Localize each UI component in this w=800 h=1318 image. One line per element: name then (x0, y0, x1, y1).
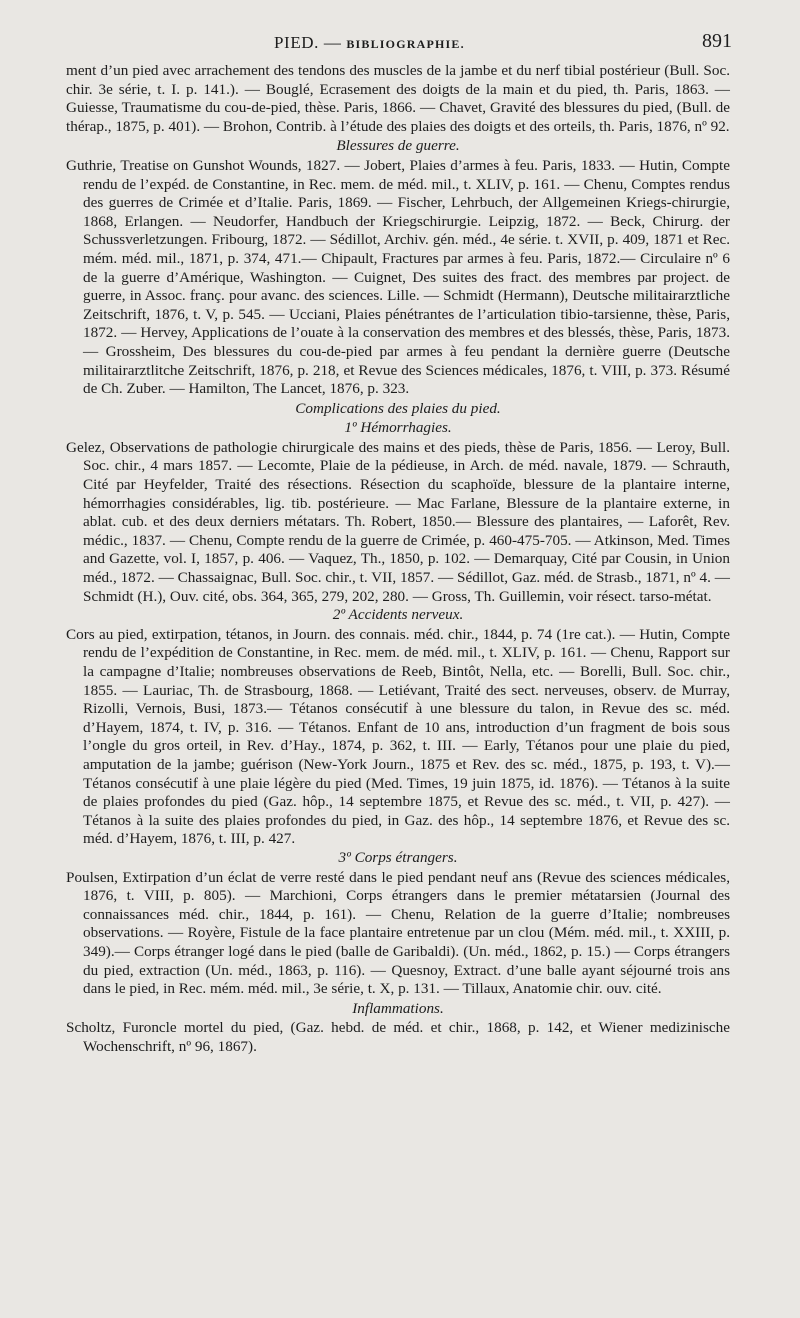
bibliography-entry-inflammations: Scholtz, Furoncle mortel du pied, (Gaz. hebd. de méd. et chir., 1868, p. 142, et Wiener medizinische Wochenschrift, nº 96, 1867). (66, 1019, 730, 1055)
running-head (66, 30, 732, 62)
bibliography-entry-accidents-nerveux: Cors au pied, extirpation, tétanos, in Journ. des connais. méd. chir., 1844, p. 74 (1re cat.). — Hutin, Compte rendu de l’expédition de Constantine, in Rec. mem. de méd. mil., t. XLIV, p. 161. — Chenu, Rapport sur la campagne d’Italie; nombreuses observations de Reeb, Bintôt, Nella, etc. — Borelli, Bull. Soc. chir., 1855. — Lauriac, Th. de Strasbourg, 1868. — Letiévant, Traité des sect. nerveuses, observ. de Murray, Rizolli, Vernois, Busi, 1873.— Tétanos consécutif à une blessure du talon, in Revue des sc. méd. d’Hayem, 1874, t. IV, p. 316. — Tétanos. Enfant de 10 ans, introduction d’un fragment de bois sous l’ongle du gros orteil, in Rev. d’Hay., 1874, p. 362, t. III. — Early, Tétanos pour une plaie du pied, amputation de la jambe; guérison (New-York Journ., 1875 et Rev. des sc. méd., 1875, p. 193, t. V).— Tétanos consécutif à une plaie légère du pied (Med. Times, 19 juin 1875, id. 1876). — Tétanos à la suite de plaies profondes du pied (Gaz. hôp., 14 septembre 1875, et Revue des sc. méd., t. VII, p. 427). — Tétanos à la suite des plaies profondes du pied, in Gaz. des hôp., 14 septembre 1876, et Revue des sc. méd. d’Hayem, 1876, t. III, p. 427. (66, 625, 730, 848)
paragraph-continued: ment d’un pied avec arrachement des tendons des muscles de la jambe et du nerf tibial postérieur (Bull. Soc. chir. 3e série, t. I. p. 141.). — Bouglé, Ecrasement des doigts de la main et du pied, th. Paris, 1863. — Guiesse, Traumatisme du cou-de-pied, thèse. Paris, 1866. — Chavet, Gravité des blessures du pied, (Bull. de thérap., 1875, p. 401). — Brohon, Contrib. à l’étude des plaies des doigts et des orteils, th. Paris, 1876, nº 92. (66, 62, 730, 135)
sub-heading-hemorrhagies-text: 1º Hémorrhagies. (344, 419, 452, 437)
bibliography-entry-corps-etrangers: Poulsen, Extirpation d’un éclat de verre resté dans le pied pendant neuf ans (Revue des sciences médicales, 1876, t. VIII, p. 805). — Marchioni, Corps étrangers dans le premier métatarsien (Journal des connaissances méd. chir., 1844, p. 161). — Chenu, Relation de la guerre d’Italie; nombreuses observations. — Royère, Fistule de la face plantaire entretenue par un clou (Mém. méd. mil., t. XXIII, p. 349).— Corps étranger logé dans le pied (balle de Garibaldi). (Un. méd., 1862, p. 15.) — Corps étrangers du pied, extraction (Un. méd., 1863, p. 116). — Quesnoy, Extract. d’une balle ayant séjourné trois ans dans le pied, in Rec. mém. méd. mil., 3e série, t. X, p. 131. — Tillaux, Anatomie chir. ouv. cité. (66, 868, 730, 998)
running-head-subtitle: BIBLIOGRAPHIE. (346, 37, 465, 51)
section-heading-blessures-de-guerre: Blessures de guerre. (336, 137, 460, 155)
sub-heading-accidents-nerveux (66, 606, 730, 625)
sub-heading-accidents-nerveux-text: 2º Accidents nerveux. (332, 606, 464, 624)
section-heading-inflammations: Inflammations. (352, 999, 444, 1017)
section-heading-complications: Complications des plaies du pied. (295, 399, 501, 417)
sub-heading-corps-etrangers-text: 3º Corps étrangers. (338, 848, 458, 866)
running-head-title-main: PIED. — (274, 33, 347, 52)
bibliography-entry-guerre: Guthrie, Treatise on Gunshot Wounds, 1827. — Jobert, Plaies d’armes à feu. Paris, 1833. — Hutin, Compte rendu de l’expéd. de Constantine, in Rec. mem. de méd. mil., t. XLIV, p. 161. — Chenu, Comptes rendus des guerres de Crimée et d’Italie. Paris, 1869. — Fischer, Lehrbuch, der Allgemeinen Kriegs-chirurgie, 1868, Erlangen. — Neudorfer, Handbuch der Kriegschirurgie. Leipzig, 1872. — Beck, Chirurg. der Schussverletzungen. Fribourg, 1872. — Sédillot, Archiv. gén. méd., 4e série. t. XVII, p. 409, 1871 et Rec. mém. méd. mil., 1871, p. 374, 471.— Chipault, Fractures par armes à feu. Paris, 1872.— Circulaire nº 6 de la guerre d’Amérique, Washington. — Cuignet, Des suites des fract. des membres par project. de guerre, in Assoc. franç. pour avanc. des sciences. Lille. — Schmidt (Hermann), Deutsche militairarztliche Zeitschrift, 1876, t. V, p. 545. — Ucciani, Plaies pénétrantes de l’articulation tibio-tarsienne, thèse, Paris, 1872. — Hervey, Applications de l’ouate à la conservation des membres et des blessés, thèse, Paris, 1873. — Grossheim, Des blessures du cou-de-pied par armes à feu pendant la dernière guerre (Deutsche militairarztlitche Zeitschrift, 1876, p. 218, et Revue des Sciences médicales, 1876, t. VIII, p. 373. Résumé de Ch. Zuber. — Hamilton, The Lancet, 1876, p. 323. (66, 156, 730, 398)
running-head-title (274, 34, 465, 54)
sub-heading-hemorrhagies (66, 419, 730, 438)
page-number: 891 (702, 30, 732, 52)
bibliography-entry-hemorrhagies: Gelez, Observations de pathologie chirurgicale des mains et des pieds, thèse de Paris, 1856. — Leroy, Bull. Soc. chir., 4 mars 1857. — Lecomte, Plaie de la pédieuse, in Arch. de méd. navale, 1879. — Schrauth, Cité par Heyfelder, Traité des résections. Résection du scaphoïde, blessure de la plantaire interne, hémorrhagies considérables, lig. tib. postérieure. — Mac Farlane, Blessure de la plantaire externe, in ablat. cub. et des deux derniers métatars. Th. Robert, 1850.— Blessure des plantaires, — Laforêt, Rev. médic., 1837. — Chenu, Compte rendu de la guerre de Crimée, p. 460-475-705. — Atkinson, Med. Times and Gazette, vol. I, 1857, p. 406. — Vaquez, Th., 1850, p. 102. — Demarquay, Cité par Cousin, in Union méd., 1872. — Chassaignac, Bull. Soc. chir., t. VII, 1857. — Sédillot, Gaz. méd. de Strasb., 1871, nº 4. — Schmidt (H.), Ouv. cité, obs. 364, 365, 279, 202, 280. — Gross, Th. Guillemin, voir résect. tarso-métat. (66, 438, 730, 605)
sub-heading-corps-etrangers (66, 849, 730, 868)
